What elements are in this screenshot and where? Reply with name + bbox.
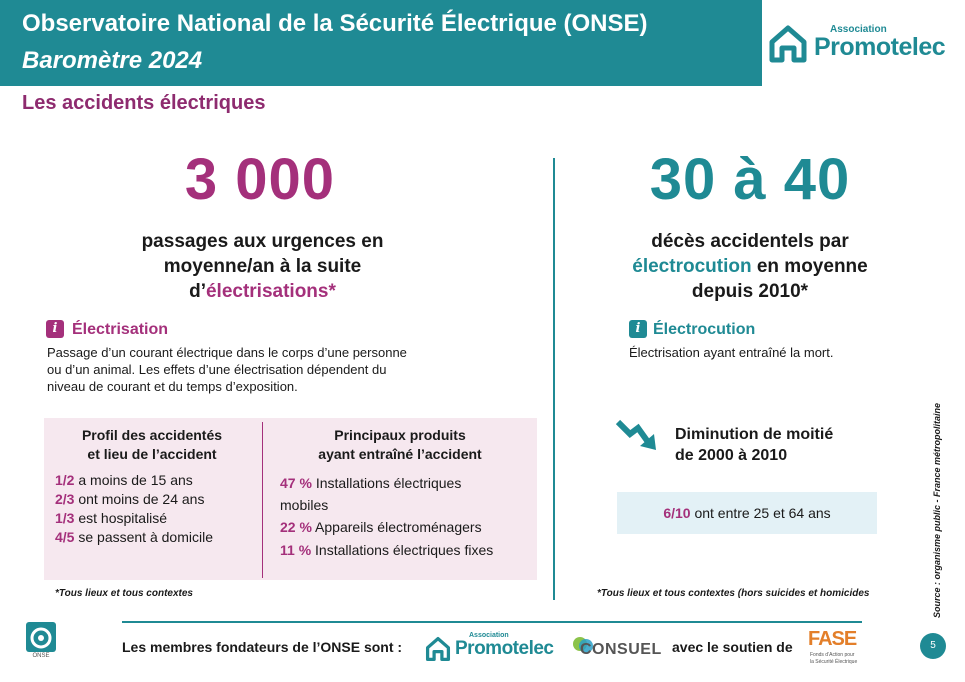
info-line: ou d’un animal. Les effets d’une électrisation dépendent du xyxy=(47,362,387,377)
logo-small-text: Association xyxy=(830,24,887,35)
profile-value: 1/3 xyxy=(55,510,75,526)
stat-urgences: 3 000 xyxy=(184,147,336,212)
list-item xyxy=(55,528,213,547)
page-title: Observatoire National de la Sécurité Électrique (ONSE) xyxy=(22,10,648,37)
product-value: 47 % xyxy=(280,475,312,491)
product-text: Installations électriques xyxy=(315,475,462,491)
product-value: 11 % xyxy=(280,542,312,558)
diminution-line: de 2000 à 2010 xyxy=(675,447,788,464)
heading-line: Principaux produits xyxy=(334,427,466,443)
info-title-electrocution: Électrocution xyxy=(653,321,756,338)
desc-prefix: d’ xyxy=(189,281,206,302)
footer-lead-text: Les membres fondateurs de l’ONSE sont : xyxy=(122,639,403,655)
desc-line: moyenne/an à la suite xyxy=(163,256,362,277)
logo-big-text: Promotelec xyxy=(814,33,946,61)
info-icon: i xyxy=(629,320,647,338)
stat-urgences-description xyxy=(90,229,435,304)
products-heading xyxy=(270,426,530,464)
footer-rule xyxy=(122,621,862,623)
onse-logo-icon xyxy=(24,622,58,652)
info-title-electrisation: Électrisation xyxy=(72,321,169,338)
desc-line xyxy=(90,279,435,304)
heading-line: et lieu de l’accident xyxy=(87,446,217,462)
trend-down-arrow-icon xyxy=(614,416,660,456)
profile-text: se passent à domicile xyxy=(78,529,213,545)
box-divider xyxy=(262,422,263,578)
section-title: Les accidents électriques xyxy=(22,92,266,114)
list-item xyxy=(280,516,535,539)
fase-subline: Fonds d’Action pour xyxy=(810,652,855,658)
ratio-text: ont entre 25 et 64 ans xyxy=(690,505,831,521)
desc-line: passages aux urgences en xyxy=(141,231,384,252)
product-text: Appareils électroménagers xyxy=(315,519,482,535)
fase-text: FASE xyxy=(808,628,857,650)
promotelec-logo xyxy=(768,22,958,66)
info-text-electrisation xyxy=(47,344,407,395)
footnote-right: *Tous lieux et tous contextes (hors suicides et homicides xyxy=(597,588,870,599)
stat-deces: 30 à 40 xyxy=(649,147,851,212)
diminution-text xyxy=(675,424,833,466)
profile-value: 1/2 xyxy=(55,472,75,488)
desc-highlight: électrocution xyxy=(632,256,752,277)
desc-rest: en moyenne xyxy=(751,256,868,277)
list-item-continuation: mobiles xyxy=(280,497,329,513)
info-text-electrocution: Électrisation ayant entraîné la mort. xyxy=(629,345,834,360)
source-note: Source : organisme public - France métropolitaine xyxy=(932,402,942,618)
info-icon: i xyxy=(46,320,64,338)
stat-deces-description xyxy=(590,229,910,304)
house-icon xyxy=(768,22,808,66)
page-number: 5 xyxy=(920,633,946,659)
desc-line xyxy=(590,254,910,279)
footnote-left: *Tous lieux et tous contextes xyxy=(55,588,193,599)
product-value: 22 % xyxy=(280,519,312,535)
consuel-text: CONSUEL xyxy=(580,641,662,658)
desc-line: depuis 2010* xyxy=(691,281,809,302)
onse-logo-text: ONSE xyxy=(32,653,50,659)
profile-text: ont moins de 24 ans xyxy=(78,491,205,507)
age-ratio-text xyxy=(617,505,877,521)
heading-line: ayant entraîné l’accident xyxy=(318,446,482,462)
house-icon xyxy=(425,634,451,664)
list-item xyxy=(55,509,213,528)
list-item xyxy=(55,490,213,509)
desc-line: décès accidentels par xyxy=(651,231,849,252)
footer-support-text: avec le soutien de xyxy=(672,639,793,655)
profile-heading xyxy=(48,426,256,464)
onse-logo xyxy=(24,622,58,662)
heading-line: Profil des accidentés xyxy=(81,427,223,443)
profile-list xyxy=(55,471,213,547)
consuel-logo xyxy=(572,634,664,662)
page-subtitle: Baromètre 2024 xyxy=(22,47,203,74)
list-item xyxy=(280,539,535,562)
info-line: niveau de courant et du temps d’exposition. xyxy=(47,379,298,394)
profile-value: 4/5 xyxy=(55,529,75,545)
info-line: Passage d’un courant électrique dans le corps d’une personne xyxy=(47,345,407,360)
diminution-line: Diminution de moitié xyxy=(675,426,834,443)
products-list xyxy=(280,472,535,562)
profile-text: a moins de 15 ans xyxy=(78,472,193,488)
promotelec-footer-logo xyxy=(425,632,565,664)
vertical-divider xyxy=(553,158,555,600)
logo-big-text: Promotelec xyxy=(455,638,554,659)
desc-highlight: électrisations* xyxy=(205,281,336,302)
fase-logo xyxy=(808,628,868,672)
ratio-value: 6/10 xyxy=(663,505,691,521)
fase-subline: la Sécurité Électrique xyxy=(810,659,858,665)
list-item xyxy=(55,471,213,490)
product-text: Installations électriques fixes xyxy=(315,542,494,558)
profile-value: 2/3 xyxy=(55,491,75,507)
profile-text: est hospitalisé xyxy=(78,510,168,526)
logo-small-text: Association xyxy=(469,632,509,639)
list-item xyxy=(280,472,535,494)
fase-subtext xyxy=(810,652,857,666)
